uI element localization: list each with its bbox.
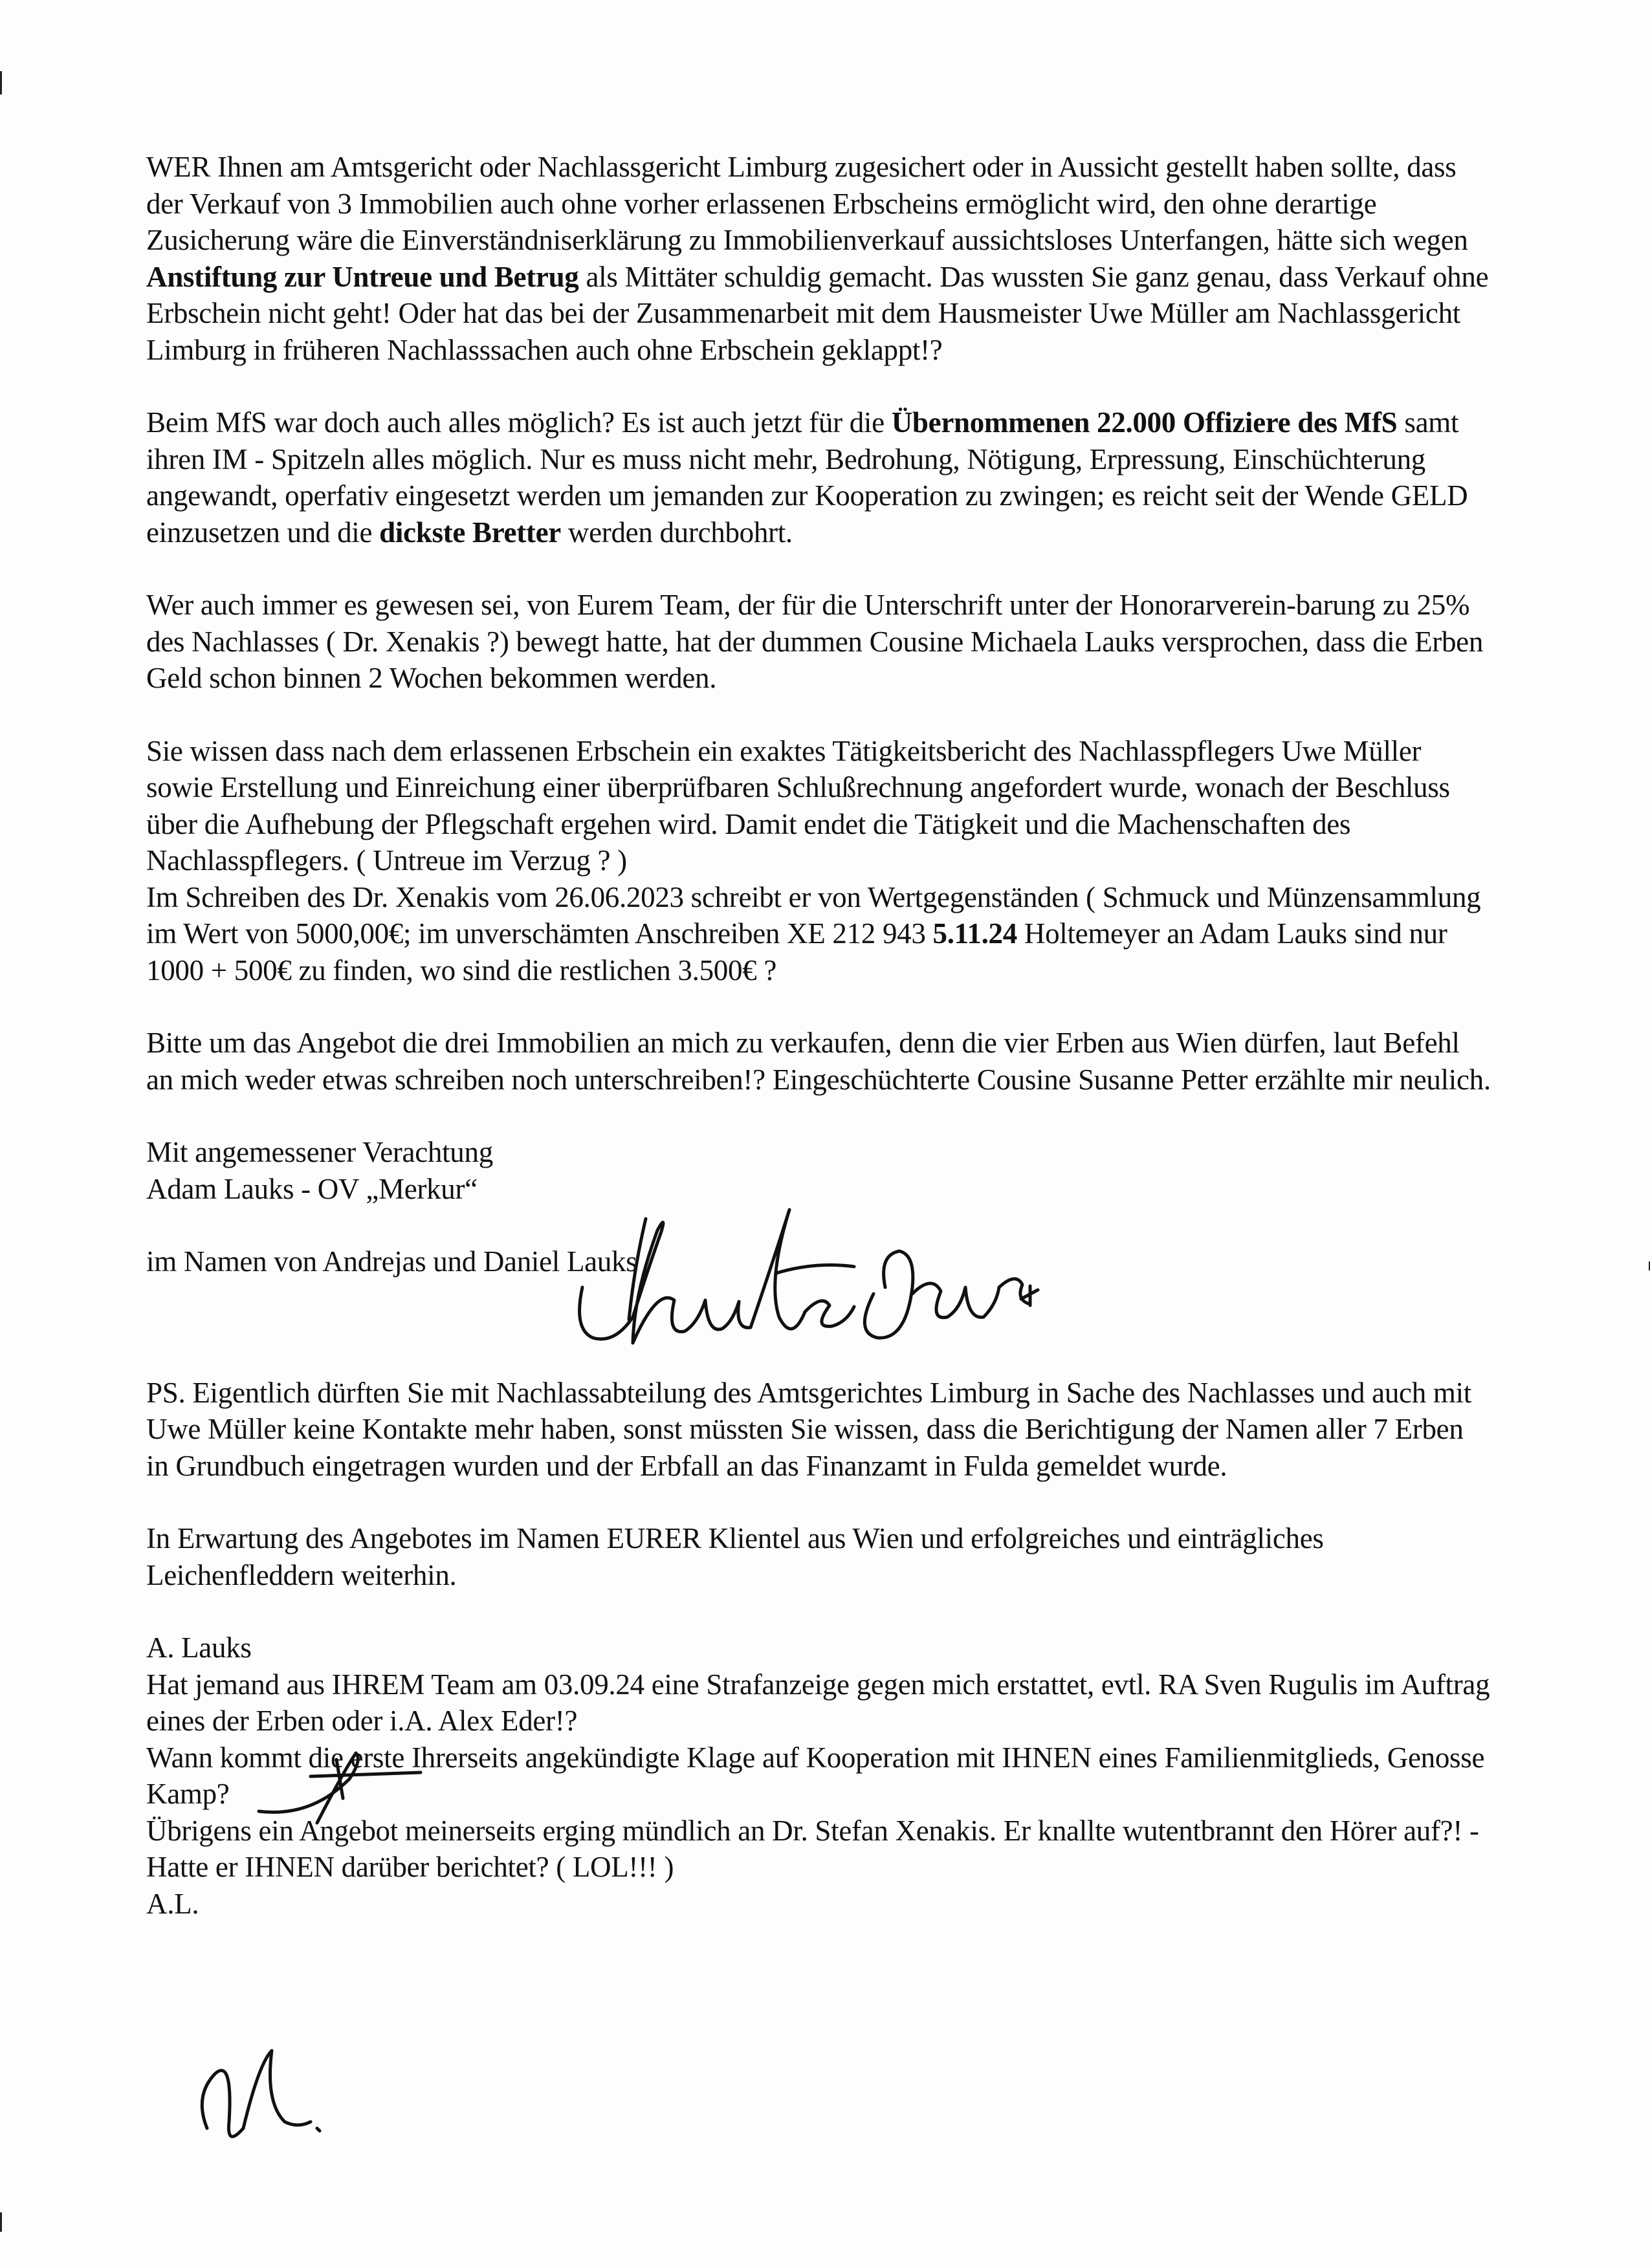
letter-body	[146, 149, 1492, 1922]
scan-edge-mark	[0, 71, 2, 94]
paragraph-4-values: Im Schreiben des Dr. Xenakis vom 26.06.2023 schreibt er von Wertgegenständen ( Schmuck und Münzensammlung im Wert von 5000,00€; im unverschämten Anschreiben XE 212 943 5.11.24 Holtemeyer an Adam Lauks sind nur 1000 + 500€ zu finden, wo sind die restlichen 3.500€ ?	[146, 880, 1481, 987]
closing-on-behalf: im Namen von Andrejas und Daniel Lauks	[146, 1245, 637, 1278]
handwritten-initials-mid	[233, 1734, 427, 1837]
paragraph-5: Bitte um das Angebot die drei Immobilien an mich zu verkaufen, denn die vier Erben aus Wien dürfen, laut Befehl an mich weder etwas schreiben noch unterschreiben!? Eingeschüchterte Cousine Susanne Petter erzählte mir neulich.	[146, 1027, 1491, 1096]
handwritten-initials-bottom	[181, 2025, 336, 2154]
postscript-2: In Erwartung des Angebotes im Namen EURER Klientel aus Wien und erfolgreiches und einträgliches Leichenfleddern weiterhin.	[146, 1522, 1324, 1591]
paragraph-2: Beim MfS war doch auch alles möglich? Es ist auch jetzt für die Übernommenen 22.000 Offiziere des MfS samt ihren IM - Spitzeln alles möglich. Nur es muss nicht mehr, Bedrohung, Nötigung, Erpressung, Einschüchterung angewandt, operfativ eingesetzt werden um jemanden zur Kooperation zu zwingen; es reicht seit der Wende GELD einzusetzen und die dickste Bretter werden durchbohrt.	[146, 406, 1468, 549]
handwritten-signature-large	[569, 1190, 1048, 1384]
signoff-question-2: Wann kommt die erste Ihrerseits angekündigte Klage auf Kooperation mit IHNEN eines Familienmitglieds, Genosse Kamp?	[146, 1741, 1485, 1810]
paragraph-4: Sie wissen dass nach dem erlassenen Erbschein ein exaktes Tätigkeitsbericht des Nachlasspflegers Uwe Müller sowie Erstellung und Einreichung einer überprüfbaren Schlußrechnung angefordert wurde, wonach der Beschluss über die Aufhebung der Pflegschaft ergehen wird. Damit endet die Tätigkeit und die Machenschaften des Nachlasspflegers. ( Untreue im Verzug ? )	[146, 734, 1450, 877]
signoff-initials: A. Lauks	[146, 1631, 252, 1664]
postscript-1: PS. Eigentlich dürften Sie mit Nachlassabteilung des Amtsgerichtes Limburg in Sache des Nachlasses und auch mit Uwe Müller keine Kontakte mehr haben, sonst müssten Sie wissen, dass die Berichtigung der Namen aller 7 Erben in Grundbuch eingetragen wurden und der Erbfall an das Finanzamt in Fulda gemeldet wurde.	[146, 1376, 1471, 1482]
scan-edge-mark	[0, 2212, 2, 2232]
closing-greeting: Mit angemessener Verachtung	[146, 1136, 493, 1168]
paragraph-1: WER Ihnen am Amtsgericht oder Nachlassgericht Limburg zugesichert oder in Aussicht gestellt haben sollte, dass der Verkauf von 3 Immobilien auch ohne vorher erlassenen Erbscheins ermöglicht wird, den ohne derartige Zusicherung wäre die Einverständniserklärung zu Immobilienverkauf aussichtsloses Unterfangen, hätte sich wegen Anstiftung zur Untreue und Betrug als Mittäter schuldig gemacht. Das wussten Sie ganz genau, dass Verkauf ohne Erbschein nicht geht! Oder hat das bei der Zusammenarbeit mit dem Hausmeister Uwe Müller am Nachlassgericht Limburg in früheren Nachlasssachen auch ohne Erbschein geklappt!?	[146, 151, 1489, 366]
signoff-offer: Übrigens ein Angebot meinerseits erging mündlich an Dr. Stefan Xenakis. Er knallte wutentbrannt den Hörer auf?! - Hatte er IHNEN darüber berichtet? ( LOL!!! )	[146, 1814, 1479, 1883]
closing-name: Adam Lauks - OV „Merkur“	[146, 1172, 478, 1205]
signoff-short: A.L.	[146, 1887, 199, 1920]
signoff-question-1: Hat jemand aus IHREM Team am 03.09.24 eine Strafanzeige gegen mich erstattet, evtl. RA Sven Rugulis im Auftrag eines der Erben oder i.A. Alex Eder!?	[146, 1668, 1490, 1737]
paragraph-3: Wer auch immer es gewesen sei, von Eurem Team, der für die Unterschrift unter der Honorarverein-barung zu 25% des Nachlasses ( Dr. Xenakis ?) bewegt hatte, hat der dummen Cousine Michaela Lauks versprochen, dass die Erben Geld schon binnen 2 Wochen bekommen werden.	[146, 589, 1484, 694]
